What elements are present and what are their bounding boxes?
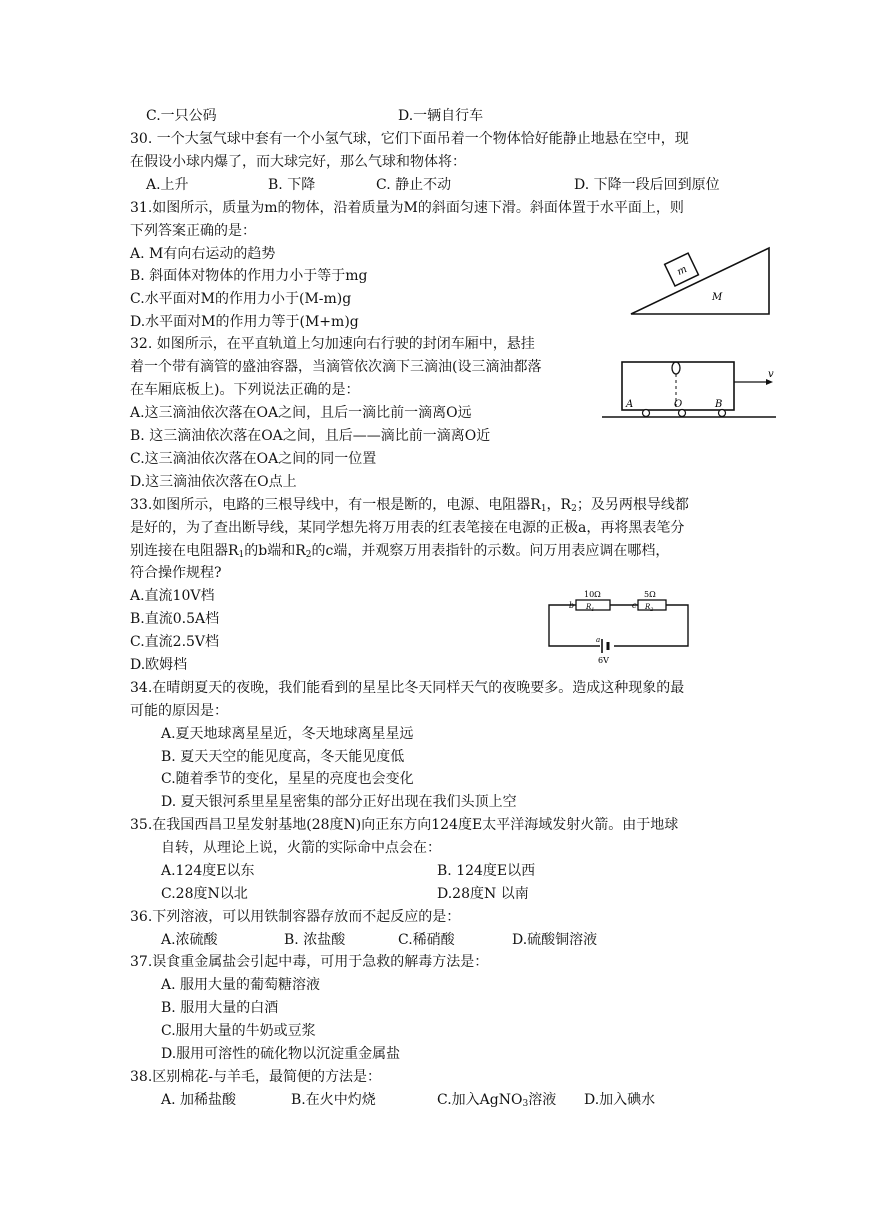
q30-option-c: C. 静止不动 — [376, 177, 452, 193]
wheel-middle — [679, 410, 686, 417]
q33-option-b: B.直流0.5A档 — [130, 611, 220, 627]
q32-stem-line3: 在车厢底板上)。下列说法正确的是： — [130, 382, 360, 398]
q29-option-c: C.一只公码 — [146, 108, 217, 124]
circuit-figure — [540, 588, 692, 666]
q33-option-a: A.直流10V档 — [130, 588, 215, 604]
q30-stem-line1: 30. 一个大氢气球中套有一个小氢气球，它们下面吊着一个物体恰好能静止地悬在空中，现 — [130, 131, 689, 147]
q33-option-d: D.欧姆档 — [130, 657, 188, 673]
oil-container — [672, 362, 680, 374]
q34-option-d: D. 夏天银河系里星星密集的部分正好出现在我们头顶上空 — [161, 794, 517, 810]
q37-stem: 37.误食重金属盐会引起中毒，可用于急救的解毒方法是： — [130, 954, 489, 970]
incline-figure — [628, 242, 774, 320]
q35-option-d: D.28度N 以南 — [437, 886, 529, 902]
q33-stem-line2: 是好的，为了查出断导线，某同学想先将万用表的红表笔接在电源的正极a，再将黑表笔分 — [130, 520, 685, 536]
q33-stem-line4: 符合操作规程? — [130, 565, 222, 581]
q38-option-a: A. 加稀盐酸 — [161, 1092, 237, 1108]
q31-option-d: D.水平面对M的作用力等于(M+m)g — [130, 314, 359, 330]
q32-stem-line1: 32. 如图所示，在平直轨道上匀加速向右行驶的封闭车厢中，悬挂 — [130, 336, 535, 352]
wheel-left — [643, 410, 650, 417]
q35-stem-line1: 35.在我国西昌卫星发射基地(28度N)向正东方向124度E太平洋海域发射火箭。由于地球 — [130, 817, 679, 833]
q30-option-b: B. 下降 — [268, 177, 316, 193]
q31-option-c: C.水平面对M的作用力小于(M-m)g — [130, 291, 352, 307]
terminal-c-label: c — [632, 601, 637, 610]
q38-option-c: C.加入AgNO$_3$溶液 — [437, 1092, 557, 1109]
q32-option-c: C.这三滴油依次落在OA之间的同一位置 — [130, 451, 377, 467]
q32-stem-line2: 着一个带有滴管的盛油容器，当滴管依次滴下三滴油(设三滴油都落 — [130, 359, 542, 375]
q30-option-d: D. 下降一段后回到原位 — [574, 177, 720, 193]
q34-option-b: B. 夏天天空的能见度高，冬天能见度低 — [161, 749, 405, 765]
terminal-b-label: b — [569, 601, 575, 610]
q33-stem-line3: 别连接在电阻器$R_1$的b端和$R_2$的c端，并观察万用表指针的示数。问万用表应调在哪档， — [130, 543, 670, 560]
q31-stem-line1: 31.如图所示，质量为m的物体，沿着质量为M的斜面匀速下滑。斜面体置于水平面上，则 — [130, 200, 684, 216]
q32-option-a: A.这三滴油依次落在OA之间，且后一滴比前一滴离O远 — [130, 405, 472, 421]
incline-wedge — [631, 248, 769, 314]
q37-option-d: D.服用可溶性的硫化物以沉淀重金属盐 — [161, 1046, 401, 1062]
q37-option-a: A. 服用大量的葡萄糖溶液 — [161, 977, 321, 993]
q34-option-a: A.夏天地球离星星近，冬天地球离星星远 — [161, 726, 414, 742]
q35-option-b: B. 124度E以西 — [437, 863, 536, 879]
r1-value-label: 10Ω — [584, 590, 601, 599]
q38-option-b: B.在火中灼烧 — [291, 1092, 376, 1108]
q35-stem-line2: 自转，从理论上说，火箭的实际命中点会在： — [161, 840, 441, 856]
block-m-label: m — [675, 263, 689, 278]
q33-option-c: C.直流2.5V档 — [130, 634, 220, 650]
q38-option-d: D.加入碘水 — [584, 1092, 656, 1108]
q38-stem: 38.区别棉花-与羊毛，最简便的方法是： — [130, 1069, 381, 1085]
q31-option-b: B. 斜面体对物体的作用力小于等于mg — [130, 268, 368, 284]
q36-stem: 36.下列溶液，可以用铁制容器存放而不起反应的是： — [130, 909, 461, 925]
q34-stem-line1: 34.在晴朗夏天的夜晚，我们能看到的星星比冬天同样天气的夜晚要多。造成这种现象的最 — [130, 680, 685, 696]
battery-emf-label: 6V — [598, 656, 609, 665]
q31-stem-line2: 下列答案正确的是： — [130, 223, 256, 239]
q29-option-d: D.一辆自行车 — [398, 108, 484, 124]
velocity-label: v — [768, 369, 774, 380]
q30-stem-line2: 在假设小球内爆了，而大球完好，那么气球和物体将： — [130, 154, 466, 170]
wheel-right — [719, 410, 726, 417]
q32-option-b: B. 这三滴油依次落在OA之间，且后——滴比前一滴离O近 — [130, 428, 491, 444]
q32-option-d: D.这三滴油依次落在O点上 — [130, 474, 297, 490]
r2-value-label: 5Ω — [644, 590, 656, 599]
point-O-label: O — [674, 399, 683, 410]
q35-option-c: C.28度N以北 — [161, 886, 248, 902]
q36-option-c: C.稀硝酸 — [398, 932, 455, 948]
railcar-figure — [600, 352, 780, 427]
q36-option-a: A.浓硫酸 — [161, 932, 218, 948]
q34-option-c: C.随着季节的变化，星星的亮度也会变化 — [161, 771, 414, 787]
terminal-a-label: a — [596, 636, 601, 644]
q37-option-b: B. 服用大量的白酒 — [161, 1000, 279, 1016]
point-A-label: A — [626, 399, 634, 410]
q37-option-c: C.服用大量的牛奶或豆浆 — [161, 1023, 316, 1039]
q30-option-a: A.上升 — [146, 177, 189, 193]
r1-label: $R_1$ — [586, 603, 595, 613]
q36-option-b: B. 浓盐酸 — [284, 932, 346, 948]
q33-stem-line1: 33.如图所示，电路的三根导线中，有一根是断的，电源、电阻器$R_1$，$R_2$；及另两根导线都 — [130, 497, 689, 514]
q34-stem-line2: 可能的原因是： — [130, 703, 228, 719]
r2-label: $R_2$ — [645, 603, 654, 613]
q36-option-d: D.硫酸铜溶液 — [512, 932, 598, 948]
wedge-M-label: M — [712, 292, 723, 303]
q35-option-a: A.124度E以东 — [161, 863, 255, 879]
point-B-label: B — [715, 399, 723, 410]
q31-option-a: A. M有向右运动的趋势 — [130, 246, 276, 262]
